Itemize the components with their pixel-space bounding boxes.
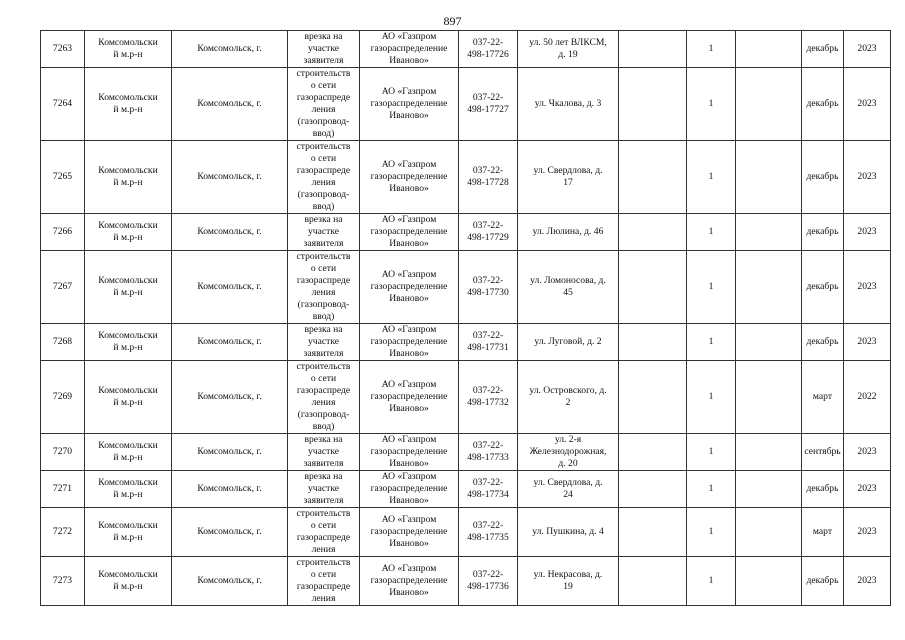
month-cell: сентябрь — [802, 434, 844, 471]
month-cell: декабрь — [802, 557, 844, 606]
month-cell: март — [802, 508, 844, 557]
table-row — [41, 141, 891, 214]
work-type-cell: врезка на участке заявителя — [288, 31, 360, 68]
quantity-cell: 1 — [687, 324, 736, 361]
organization-cell: АО «Газпром газораспределение Иваново» — [360, 557, 459, 606]
empty-cell — [619, 508, 687, 557]
row-number-cell: 7268 — [41, 324, 85, 361]
row-number-cell: 7272 — [41, 508, 85, 557]
empty-cell — [619, 557, 687, 606]
year-cell: 2022 — [844, 361, 891, 434]
empty-cell — [619, 361, 687, 434]
city-cell: Комсомольск, г. — [172, 361, 288, 434]
table-row — [41, 361, 891, 434]
organization-cell: АО «Газпром газораспределение Иваново» — [360, 361, 459, 434]
empty-cell — [736, 324, 802, 361]
quantity-cell: 1 — [687, 214, 736, 251]
district-cell: Комсомольски й м.р-н — [85, 361, 172, 434]
empty-cell — [619, 141, 687, 214]
work-type-cell: строительств о сети газораспреде ления — [288, 557, 360, 606]
month-cell: декабрь — [802, 68, 844, 141]
work-type-cell: строительств о сети газораспреде ления (газопровод- ввод) — [288, 251, 360, 324]
code-cell: 037-22- 498-17728 — [459, 141, 518, 214]
quantity-cell: 1 — [687, 361, 736, 434]
table-row — [41, 251, 891, 324]
empty-cell — [619, 68, 687, 141]
organization-cell: АО «Газпром газораспределение Иваново» — [360, 31, 459, 68]
empty-cell — [736, 434, 802, 471]
address-cell: ул. Свердлова, д. 24 — [518, 471, 619, 508]
year-cell: 2023 — [844, 214, 891, 251]
city-cell: Комсомольск, г. — [172, 434, 288, 471]
organization-cell: АО «Газпром газораспределение Иваново» — [360, 251, 459, 324]
row-number-cell: 7264 — [41, 68, 85, 141]
organization-cell: АО «Газпром газораспределение Иваново» — [360, 508, 459, 557]
table-row — [41, 557, 891, 606]
row-number-cell: 7267 — [41, 251, 85, 324]
year-cell: 2023 — [844, 68, 891, 141]
code-cell: 037-22- 498-17727 — [459, 68, 518, 141]
city-cell: Комсомольск, г. — [172, 31, 288, 68]
empty-cell — [736, 361, 802, 434]
empty-cell — [736, 141, 802, 214]
empty-cell — [619, 251, 687, 324]
table-row — [41, 434, 891, 471]
organization-cell: АО «Газпром газораспределение Иваново» — [360, 68, 459, 141]
row-number-cell: 7263 — [41, 31, 85, 68]
city-cell: Комсомольск, г. — [172, 508, 288, 557]
empty-cell — [619, 214, 687, 251]
empty-cell — [619, 31, 687, 68]
work-type-cell: врезка на участке заявителя — [288, 471, 360, 508]
table-row — [41, 68, 891, 141]
month-cell: март — [802, 361, 844, 434]
district-cell: Комсомольски й м.р-н — [85, 68, 172, 141]
year-cell: 2023 — [844, 471, 891, 508]
district-cell: Комсомольски й м.р-н — [85, 214, 172, 251]
organization-cell: АО «Газпром газораспределение Иваново» — [360, 434, 459, 471]
table-body — [41, 31, 891, 606]
row-number-cell: 7270 — [41, 434, 85, 471]
quantity-cell: 1 — [687, 31, 736, 68]
code-cell: 037-22- 498-17731 — [459, 324, 518, 361]
code-cell: 037-22- 498-17730 — [459, 251, 518, 324]
page-number: 897 — [443, 14, 462, 28]
code-cell: 037-22- 498-17726 — [459, 31, 518, 68]
address-cell: ул. 50 лет ВЛКСМ, д. 19 — [518, 31, 619, 68]
code-cell: 037-22- 498-17735 — [459, 508, 518, 557]
city-cell: Комсомольск, г. — [172, 214, 288, 251]
code-cell: 037-22- 498-17733 — [459, 434, 518, 471]
empty-cell — [736, 508, 802, 557]
district-cell: Комсомольски й м.р-н — [85, 251, 172, 324]
district-cell: Комсомольски й м.р-н — [85, 31, 172, 68]
district-cell: Комсомольски й м.р-н — [85, 324, 172, 361]
district-cell: Комсомольски й м.р-н — [85, 471, 172, 508]
district-cell: Комсомольски й м.р-н — [85, 141, 172, 214]
table-row — [41, 508, 891, 557]
quantity-cell: 1 — [687, 141, 736, 214]
address-cell: ул. Пушкина, д. 4 — [518, 508, 619, 557]
table-row — [41, 471, 891, 508]
work-type-cell: строительств о сети газораспреде ления (газопровод- ввод) — [288, 361, 360, 434]
work-type-cell: врезка на участке заявителя — [288, 214, 360, 251]
empty-cell — [736, 557, 802, 606]
address-cell: ул. Свердлова, д. 17 — [518, 141, 619, 214]
code-cell: 037-22- 498-17736 — [459, 557, 518, 606]
empty-cell — [619, 471, 687, 508]
work-type-cell: врезка на участке заявителя — [288, 434, 360, 471]
work-type-cell: строительств о сети газораспреде ления — [288, 508, 360, 557]
code-cell: 037-22- 498-17732 — [459, 361, 518, 434]
city-cell: Комсомольск, г. — [172, 557, 288, 606]
city-cell: Комсомольск, г. — [172, 471, 288, 508]
address-cell: ул. Луговой, д. 2 — [518, 324, 619, 361]
year-cell: 2023 — [844, 251, 891, 324]
row-number-cell: 7273 — [41, 557, 85, 606]
year-cell: 2023 — [844, 508, 891, 557]
register-table — [40, 30, 891, 606]
month-cell: декабрь — [802, 31, 844, 68]
address-cell: ул. Чкалова, д. 3 — [518, 68, 619, 141]
address-cell: ул. Ломоносова, д. 45 — [518, 251, 619, 324]
city-cell: Комсомольск, г. — [172, 68, 288, 141]
quantity-cell: 1 — [687, 251, 736, 324]
empty-cell — [736, 31, 802, 68]
city-cell: Комсомольск, г. — [172, 141, 288, 214]
address-cell: ул. 2-я Железнодорожная, д. 20 — [518, 434, 619, 471]
quantity-cell: 1 — [687, 471, 736, 508]
code-cell: 037-22- 498-17729 — [459, 214, 518, 251]
table-row — [41, 214, 891, 251]
month-cell: декабрь — [802, 471, 844, 508]
empty-cell — [736, 68, 802, 141]
quantity-cell: 1 — [687, 434, 736, 471]
city-cell: Комсомольск, г. — [172, 251, 288, 324]
empty-cell — [736, 471, 802, 508]
year-cell: 2023 — [844, 557, 891, 606]
address-cell: ул. Люлина, д. 46 — [518, 214, 619, 251]
address-cell: ул. Некрасова, д. 19 — [518, 557, 619, 606]
work-type-cell: строительств о сети газораспреде ления (газопровод- ввод) — [288, 141, 360, 214]
quantity-cell: 1 — [687, 557, 736, 606]
table-row — [41, 31, 891, 68]
table-row — [41, 324, 891, 361]
row-number-cell: 7271 — [41, 471, 85, 508]
address-cell: ул. Островского, д. 2 — [518, 361, 619, 434]
code-cell: 037-22- 498-17734 — [459, 471, 518, 508]
empty-cell — [736, 214, 802, 251]
month-cell: декабрь — [802, 324, 844, 361]
work-type-cell: строительств о сети газораспреде ления (газопровод- ввод) — [288, 68, 360, 141]
month-cell: декабрь — [802, 251, 844, 324]
empty-cell — [619, 434, 687, 471]
organization-cell: АО «Газпром газораспределение Иваново» — [360, 214, 459, 251]
organization-cell: АО «Газпром газораспределение Иваново» — [360, 471, 459, 508]
row-number-cell: 7269 — [41, 361, 85, 434]
year-cell: 2023 — [844, 141, 891, 214]
empty-cell — [736, 251, 802, 324]
empty-cell — [619, 324, 687, 361]
year-cell: 2023 — [844, 31, 891, 68]
year-cell: 2023 — [844, 324, 891, 361]
district-cell: Комсомольски й м.р-н — [85, 434, 172, 471]
month-cell: декабрь — [802, 141, 844, 214]
city-cell: Комсомольск, г. — [172, 324, 288, 361]
work-type-cell: врезка на участке заявителя — [288, 324, 360, 361]
district-cell: Комсомольски й м.р-н — [85, 557, 172, 606]
row-number-cell: 7266 — [41, 214, 85, 251]
year-cell: 2023 — [844, 434, 891, 471]
quantity-cell: 1 — [687, 508, 736, 557]
district-cell: Комсомольски й м.р-н — [85, 508, 172, 557]
organization-cell: АО «Газпром газораспределение Иваново» — [360, 324, 459, 361]
organization-cell: АО «Газпром газораспределение Иваново» — [360, 141, 459, 214]
month-cell: декабрь — [802, 214, 844, 251]
quantity-cell: 1 — [687, 68, 736, 141]
row-number-cell: 7265 — [41, 141, 85, 214]
